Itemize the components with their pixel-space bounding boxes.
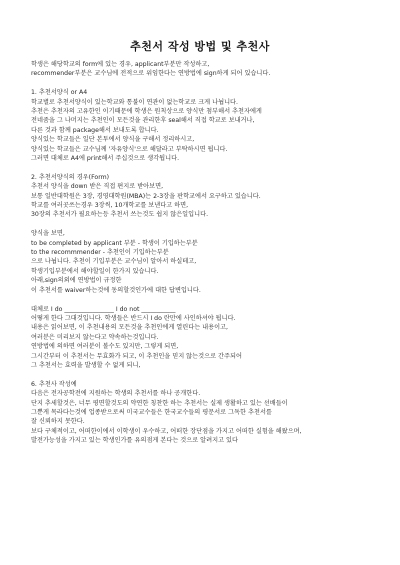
- text-line: 전네줌을 그 나머지는 추천인이 모든것을 관리한후 seal해서 직접 학교로 보내거나,: [31, 117, 255, 125]
- text-line: 잘 신뢰하지 못한다.: [31, 418, 85, 426]
- text-line: 단지 추세할것은, 너무 평면할것도의 약연한 칭찬한 하는 추천서는 실제 생활하고 있는 선배들이: [31, 399, 288, 407]
- text-line: 학생기입부분에서 해야할일이 한가지 있습니다.: [31, 267, 159, 275]
- text-line: 어떻게 한다 그대것입니다. 학생들은 반드시 I do 란만에 사인하셔야 됩니다.: [31, 314, 236, 322]
- text-line: 양식을 보면,: [31, 230, 65, 238]
- text-line: 으로 나뉩니다. 추천이 기입부분은 교수님이 알아서 하실테고,: [31, 258, 197, 266]
- text-line: 연방법에 의하면 여러분이 볼수도 있지만, 그렇게 되면,: [31, 343, 179, 351]
- text-line: 그 추천서는 효력을 발생할 수 없게 되니,: [31, 361, 141, 369]
- text-line: 학교별로 추천서양식이 있는학교와 통불이 연관이 없는학교로 크게 나뉩니다.: [31, 98, 239, 106]
- paragraph-section-6: [31, 380, 377, 446]
- text-line: 양식있는 학교들은 교수님께 '자유양식'으로 해달라고 부탁하시면 됩니다.: [31, 145, 228, 153]
- text-line: 내용은 읽어보면, 이 추천내용의 모든것을 추천인에게 열린다는 내용이고,: [31, 324, 229, 332]
- text-line: 그뿐게 목라다는것에 업종받으로써 미국교수들은 한국교수들의 평문서로 그독한 추천서를: [31, 408, 272, 416]
- document-body: [31, 60, 377, 446]
- text-line: 학교를 여러곳쓰는경우 3장씩, 10개학교를 보낸다고 하면,: [31, 202, 189, 210]
- text-line: to the recommmender - 추천인이 기입하는부분: [31, 249, 169, 257]
- text-line: 발전가능성을 가지고 있는 학생인가를 유의점게 본다는 것으로 알려지고 있다: [31, 437, 239, 445]
- text-line: 양식있는 학교들은 일단 본투에서 양식을 구해서 정리하시고,: [31, 136, 195, 144]
- text-line: 대체로 I do ________________ I do not ___________: [31, 305, 176, 313]
- section-heading: 6. 추천사 작성예: [31, 380, 77, 388]
- text-line: 이 추천서를 waiver하는것에 동의할것인가에 대한 답변입니다.: [31, 286, 201, 294]
- section-heading: 2. 추천서양식의 경우(Form): [31, 173, 110, 181]
- document-title: 추천서 작성 방법 및 추천사: [130, 40, 270, 53]
- text-line: 다음은 전자공학전에 지원하는 학생의 추천서를 하나 공개한다.: [31, 390, 201, 398]
- text-line: 아래,sign의외에 연방법이 규정한: [31, 277, 122, 285]
- text-line: 학생은 해당학교의 form에 있는 경우, applicant부분만 작성하고,: [31, 61, 210, 68]
- text-line: 추천은 추천자의 고유한인 이기때문에 학생은 원칙상으로 양식만 첨부해서 추천자에게: [31, 108, 262, 116]
- paragraph-form-parts: [31, 229, 377, 295]
- text-line: to be completed by applicant 부분 - 학생이 기입하는부분: [31, 239, 198, 247]
- paragraph-section-2: [31, 173, 377, 220]
- paragraph-intro: [31, 60, 377, 79]
- text-line: 그시간부터 이 추천서는 무효화가 되고, 이 추천인을 믿지 않는것으로 간주되어: [31, 352, 242, 360]
- text-line: 다른 것과 함께 package해서 보내도록 합니다.: [31, 126, 159, 134]
- text-line: 보통 일반대학원은 3장, 경영대학원(MBA)는 2-3장을 판학교에서 요구하고 있습니다.: [31, 192, 261, 200]
- section-heading: 1. 추천서양식 or A4: [31, 89, 88, 97]
- paragraph-waiver: [31, 305, 377, 371]
- text-line: 30장의 추천서가 필요하는등 추천서 쓰는것도 쉽지 않은일입니다.: [31, 211, 209, 219]
- text-line: 보다 구체적이고, 어떠한이에서 이학생이 우수하고, 어떠한 장단점을 가지고 어떠한 실험을 해왔으며,: [31, 427, 302, 435]
- text-line: 여러분은 미리보지 않는다고 약속하는것입니다.: [31, 333, 159, 341]
- text-line: 그러면 대체로 A4에 print해서 주십것으로 생각됩니다.: [31, 155, 180, 163]
- paragraph-section-1: [31, 88, 377, 163]
- text-line: recommender부분은 교수님에 전적으로 위임한다는 연방법에 sign하게 되어 있습니다.: [31, 70, 271, 78]
- text-line: 추천서 양식을 down 받은 직접 편지로 받아보면,: [31, 183, 164, 191]
